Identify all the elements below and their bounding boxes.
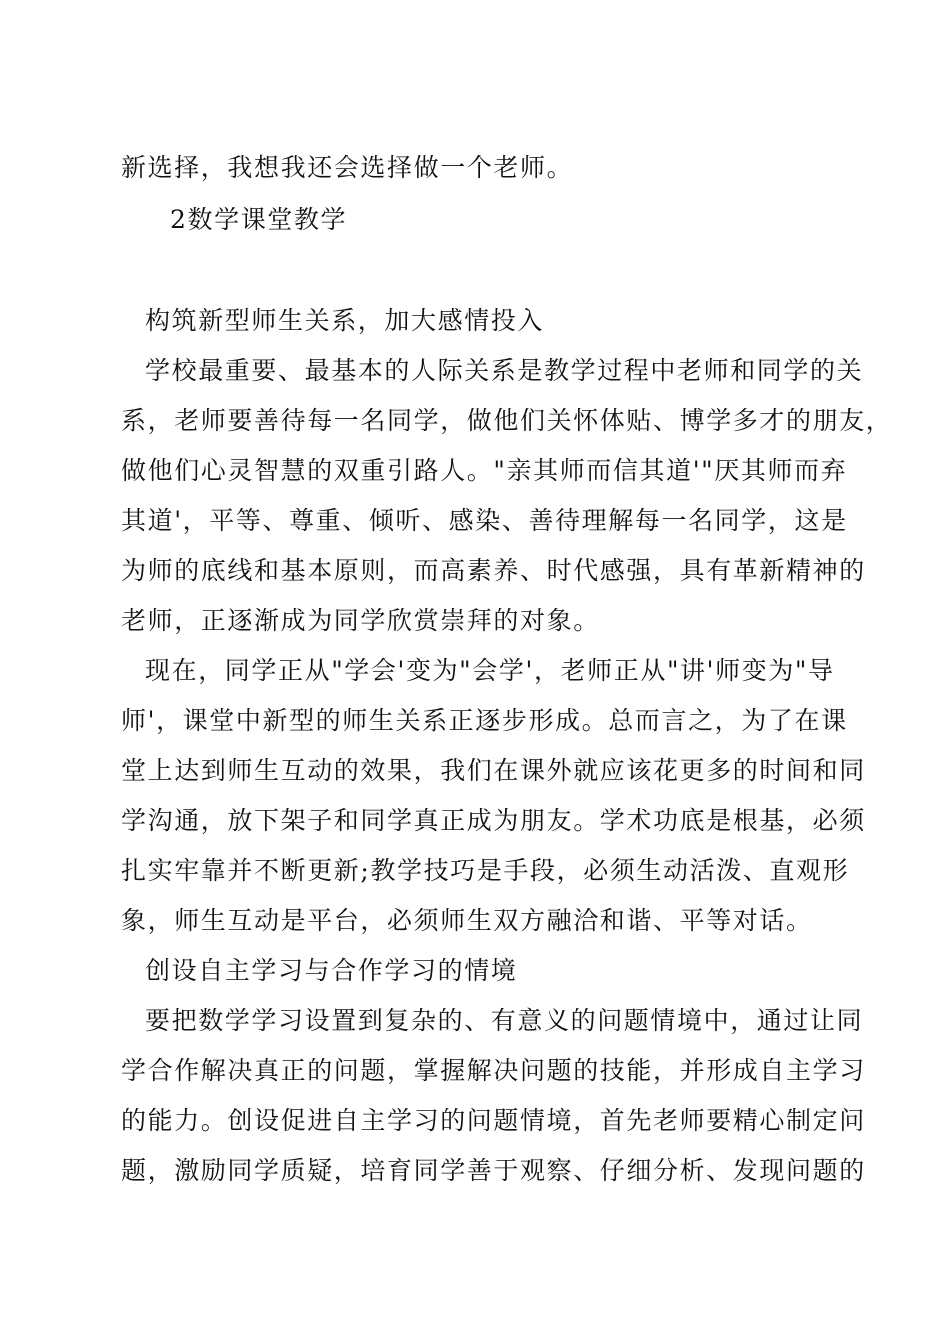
text-line: 要把数学学习设置到复杂的、有意义的问题情境中，通过让同 xyxy=(145,1006,864,1035)
text-line: 老师，正逐渐成为同学欣赏崇拜的对象。 xyxy=(121,606,600,635)
text-line: 堂上达到师生互动的效果，我们在课外就应该花更多的时间和同 xyxy=(121,756,866,785)
text-line: 学沟通，放下架子和同学真正成为朋友。学术功底是根基，必须 xyxy=(121,806,866,835)
text-line: 新选择，我想我还会选择做一个老师。 xyxy=(121,153,574,182)
text-line: 师'，课堂中新型的师生关系正逐步形成。总而言之，为了在课 xyxy=(121,706,848,735)
text-line: 学校最重要、最基本的人际关系是教学过程中老师和同学的关 xyxy=(145,356,864,385)
subsection-heading: 构筑新型师生关系，加大感情投入 xyxy=(145,306,545,335)
subsection-heading: 创设自主学习与合作学习的情境 xyxy=(145,956,518,985)
text-line: 现在，同学正从"学会'变为"会学'，老师正从"讲'师变为"导 xyxy=(145,656,835,685)
text-line: 题，激励同学质疑，培育同学善于观察、仔细分析、发现问题的 xyxy=(121,1156,866,1185)
section-heading: 2数学课堂教学 xyxy=(170,205,348,234)
text-line: 扎实牢靠并不断更新;教学技巧是手段，必须生动活泼、直观形 xyxy=(121,856,850,885)
text-line: 做他们心灵智慧的双重引路人。"亲其师而信其道'"厌其师而弃 xyxy=(121,456,848,485)
text-line: 系，老师要善待每一名同学，做他们关怀体贴、博学多才的朋友， xyxy=(121,406,893,435)
text-line: 象，师生互动是平台，必须师生双方融洽和谐、平等对话。 xyxy=(121,906,813,935)
text-line: 为师的底线和基本原则，而高素养、时代感强，具有革新精神的 xyxy=(121,556,866,585)
text-line: 的能力。创设促进自主学习的问题情境，首先老师要精心制定问 xyxy=(121,1106,866,1135)
text-line: 学合作解决真正的问题，掌握解决问题的技能，并形成自主学习 xyxy=(121,1056,866,1085)
text-line: 其道'，平等、尊重、倾听、感染、善待理解每一名同学，这是 xyxy=(121,506,848,535)
